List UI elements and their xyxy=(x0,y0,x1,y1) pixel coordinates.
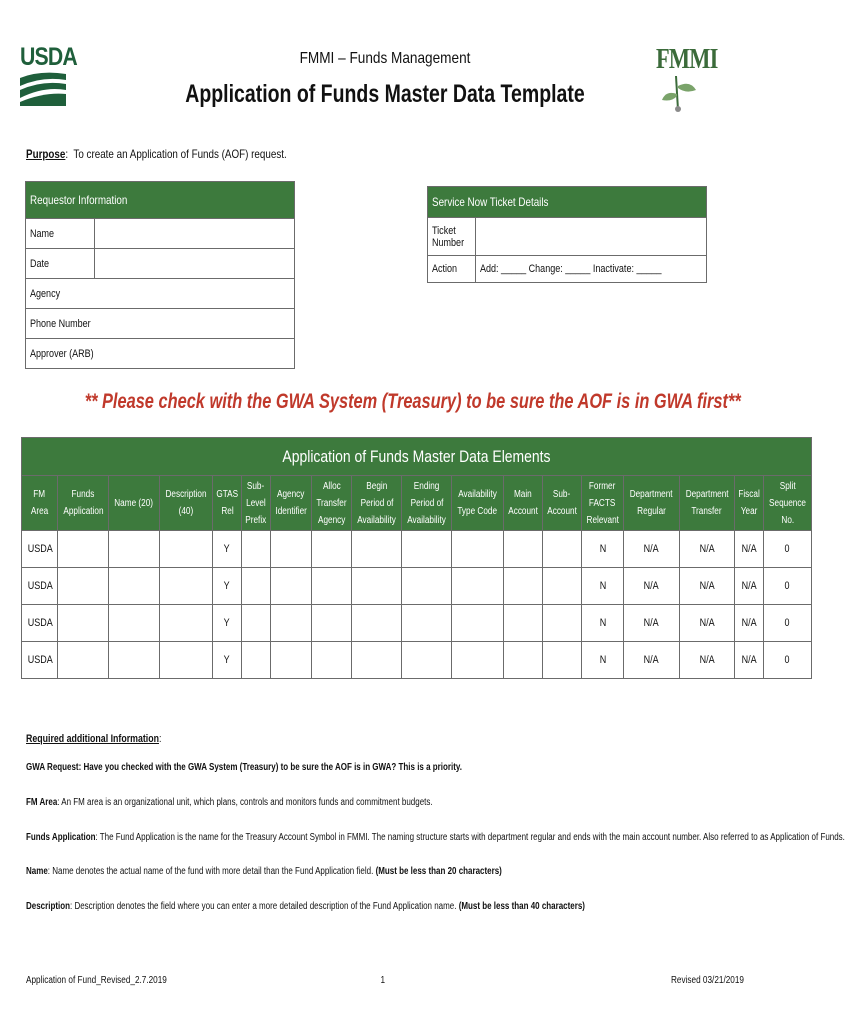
table-cell[interactable]: N/A xyxy=(679,568,734,605)
table-row xyxy=(22,642,812,679)
column-header-11: Main Account xyxy=(503,476,542,531)
column-header-row xyxy=(22,476,812,531)
requestor-label: Name xyxy=(26,219,95,249)
table-cell[interactable] xyxy=(109,531,159,568)
requestor-row-agency xyxy=(26,279,295,309)
table-cell[interactable] xyxy=(312,605,352,642)
requestor-row-date xyxy=(26,249,295,279)
table-cell[interactable] xyxy=(242,642,271,679)
table-cell[interactable]: N/A xyxy=(624,642,679,679)
requestor-table xyxy=(25,181,295,369)
column-header-9: Ending Period of Availability xyxy=(402,476,452,531)
table-cell[interactable] xyxy=(402,568,452,605)
table-cell[interactable] xyxy=(57,642,109,679)
column-header-3: Description (40) xyxy=(159,476,212,531)
table-cell[interactable] xyxy=(542,605,581,642)
elements-title: Application of Funds Master Data Elements xyxy=(22,438,812,476)
table-cell[interactable] xyxy=(503,642,542,679)
table-cell[interactable] xyxy=(57,531,109,568)
table-cell[interactable]: USDA xyxy=(22,568,58,605)
table-cell[interactable] xyxy=(242,568,271,605)
purpose-text: To create an Application of Funds (AOF) request. xyxy=(73,147,287,161)
table-cell[interactable]: 0 xyxy=(763,605,811,642)
table-cell[interactable] xyxy=(270,531,311,568)
table-cell[interactable] xyxy=(57,605,109,642)
requestor-agency-field[interactable]: Agency xyxy=(26,279,295,309)
info-gwa: GWA Request: Have you checked with the GWA System (Treasury) to be sure the AOF is in GWA? This is a priority. xyxy=(26,762,462,773)
table-cell[interactable] xyxy=(242,531,271,568)
column-header-17: Split Sequence No. xyxy=(763,476,811,531)
table-cell[interactable] xyxy=(159,642,212,679)
table-cell[interactable]: N/A xyxy=(734,642,763,679)
purpose-line: Purpose: To create an Application of Funds (AOF) request. xyxy=(26,147,287,161)
usda-logo-text: USDA xyxy=(20,43,77,71)
table-cell[interactable] xyxy=(109,568,159,605)
table-cell[interactable] xyxy=(452,568,503,605)
purpose-label: Purpose xyxy=(26,147,66,161)
column-header-1: Funds Application xyxy=(57,476,109,531)
info-name: Name: Name denotes the actual name of the fund with more detail than the Fund Application field. (Must be less than 20 characters) xyxy=(26,866,502,877)
table-cell[interactable]: N/A xyxy=(734,531,763,568)
page-title: Application of Funds Master Data Template xyxy=(185,80,585,108)
header-subtitle: FMMI – Funds Management xyxy=(299,50,471,67)
info-fm-area: FM Area: An FM area is an organizational unit, which plans, controls and monitors funds and commitment budgets. xyxy=(26,797,433,808)
column-header-14: Department Regular xyxy=(624,476,679,531)
column-header-0: FM Area xyxy=(22,476,58,531)
table-cell[interactable] xyxy=(352,642,402,679)
requestor-date-field[interactable] xyxy=(95,249,295,279)
table-cell[interactable] xyxy=(503,568,542,605)
service-now-table xyxy=(427,186,707,283)
table-cell[interactable]: 0 xyxy=(763,531,811,568)
requestor-header: Requestor Information xyxy=(26,182,295,219)
column-header-2: Name (20) xyxy=(109,476,159,531)
requestor-approver-field[interactable]: Approver (ARB) xyxy=(26,339,295,369)
requestor-name-field[interactable] xyxy=(95,219,295,249)
column-header-13: Former FACTS Relevant xyxy=(581,476,623,531)
table-cell[interactable] xyxy=(159,568,212,605)
table-cell[interactable] xyxy=(57,568,109,605)
ticket-number-field[interactable] xyxy=(476,218,706,256)
column-header-6: Agency Identifier xyxy=(270,476,311,531)
fmmi-logo-text: FMMI xyxy=(656,44,718,75)
column-header-5: Sub- Level Prefix xyxy=(242,476,271,531)
table-cell[interactable] xyxy=(402,531,452,568)
table-cell[interactable]: USDA xyxy=(22,605,58,642)
table-cell[interactable]: N/A xyxy=(679,531,734,568)
action-label: Action xyxy=(428,256,476,283)
table-cell[interactable] xyxy=(452,531,503,568)
table-cell[interactable]: N/A xyxy=(734,568,763,605)
table-cell[interactable]: 0 xyxy=(763,568,811,605)
table-cell[interactable] xyxy=(270,642,311,679)
footer-left: Application of Fund_Revised_2.7.2019 xyxy=(26,975,167,986)
table-cell[interactable] xyxy=(352,605,402,642)
table-cell[interactable] xyxy=(270,568,311,605)
table-cell[interactable] xyxy=(503,605,542,642)
action-field[interactable]: Add: _____ Change: _____ Inactivate: _____ xyxy=(476,256,706,283)
info-funds-application: Funds Application: The Fund Application is the name for the Treasury Account Symbol in FMMI. The naming structure starts with department regular and ends with the main account number. Also referred to as Application of Funds. xyxy=(26,832,845,843)
table-cell[interactable] xyxy=(352,531,402,568)
requestor-row-approver xyxy=(26,339,295,369)
action-row xyxy=(428,256,707,283)
table-cell[interactable]: Y xyxy=(212,642,241,679)
info-description: Description: Description denotes the field where you can enter a more detailed description of the Fund Application name. (Must be less than 40 characters) xyxy=(26,901,585,912)
requestor-row-name xyxy=(26,219,295,249)
table-row xyxy=(22,531,812,568)
table-cell[interactable]: USDA xyxy=(22,531,58,568)
table-cell[interactable] xyxy=(159,605,212,642)
table-cell[interactable] xyxy=(352,568,402,605)
table-cell[interactable] xyxy=(109,642,159,679)
table-cell[interactable]: N/A xyxy=(734,605,763,642)
table-cell[interactable]: N/A xyxy=(624,568,679,605)
table-cell[interactable] xyxy=(402,605,452,642)
gwa-warning: ** Please check with the GWA System (Treasury) to be sure the AOF is in GWA first** xyxy=(84,390,741,413)
table-cell[interactable]: N/A xyxy=(679,605,734,642)
column-header-15: Department Transfer xyxy=(679,476,734,531)
service-now-header: Service Now Ticket Details xyxy=(428,187,707,218)
table-cell[interactable]: Y xyxy=(212,568,241,605)
elements-table xyxy=(21,437,812,679)
requestor-row-phone xyxy=(26,309,295,339)
table-cell[interactable]: N/A xyxy=(624,605,679,642)
requestor-label: Date xyxy=(26,249,95,279)
table-cell[interactable]: N xyxy=(581,605,623,642)
table-row xyxy=(22,568,812,605)
table-cell[interactable] xyxy=(312,531,352,568)
column-header-16: Fiscal Year xyxy=(734,476,763,531)
column-header-8: Begin Period of Availability xyxy=(352,476,402,531)
table-cell[interactable] xyxy=(270,605,311,642)
table-cell[interactable] xyxy=(402,642,452,679)
table-cell[interactable]: Y xyxy=(212,605,241,642)
table-cell[interactable]: 0 xyxy=(763,642,811,679)
table-cell[interactable] xyxy=(242,605,271,642)
ticket-number-row xyxy=(428,218,707,256)
info-heading: Required additional Information: xyxy=(26,733,162,745)
table-cell[interactable] xyxy=(452,642,503,679)
footer-right: Revised 03/21/2019 xyxy=(671,975,744,986)
column-header-10: Availability Type Code xyxy=(452,476,503,531)
table-cell[interactable] xyxy=(542,642,581,679)
table-cell[interactable] xyxy=(159,531,212,568)
table-cell[interactable] xyxy=(503,531,542,568)
column-header-12: Sub- Account xyxy=(542,476,581,531)
table-cell[interactable]: N xyxy=(581,568,623,605)
table-cell[interactable] xyxy=(312,642,352,679)
usda-logo-swoosh-icon xyxy=(20,70,66,106)
table-cell[interactable] xyxy=(312,568,352,605)
footer-page-number: 1 xyxy=(380,975,386,986)
table-row xyxy=(22,605,812,642)
table-cell[interactable]: USDA xyxy=(22,642,58,679)
column-header-4: GTAS Rel xyxy=(212,476,241,531)
table-cell[interactable]: N xyxy=(581,642,623,679)
table-cell[interactable] xyxy=(542,531,581,568)
column-header-7: Alloc Transfer Agency xyxy=(312,476,352,531)
ticket-number-label: Ticket Number xyxy=(428,218,476,256)
table-cell[interactable] xyxy=(542,568,581,605)
table-cell[interactable]: Y xyxy=(212,531,241,568)
table-cell[interactable] xyxy=(452,605,503,642)
table-cell[interactable]: N/A xyxy=(679,642,734,679)
table-cell[interactable] xyxy=(109,605,159,642)
requestor-phone-field[interactable]: Phone Number xyxy=(26,309,295,339)
table-cell[interactable]: N xyxy=(581,531,623,568)
table-cell[interactable]: N/A xyxy=(624,531,679,568)
